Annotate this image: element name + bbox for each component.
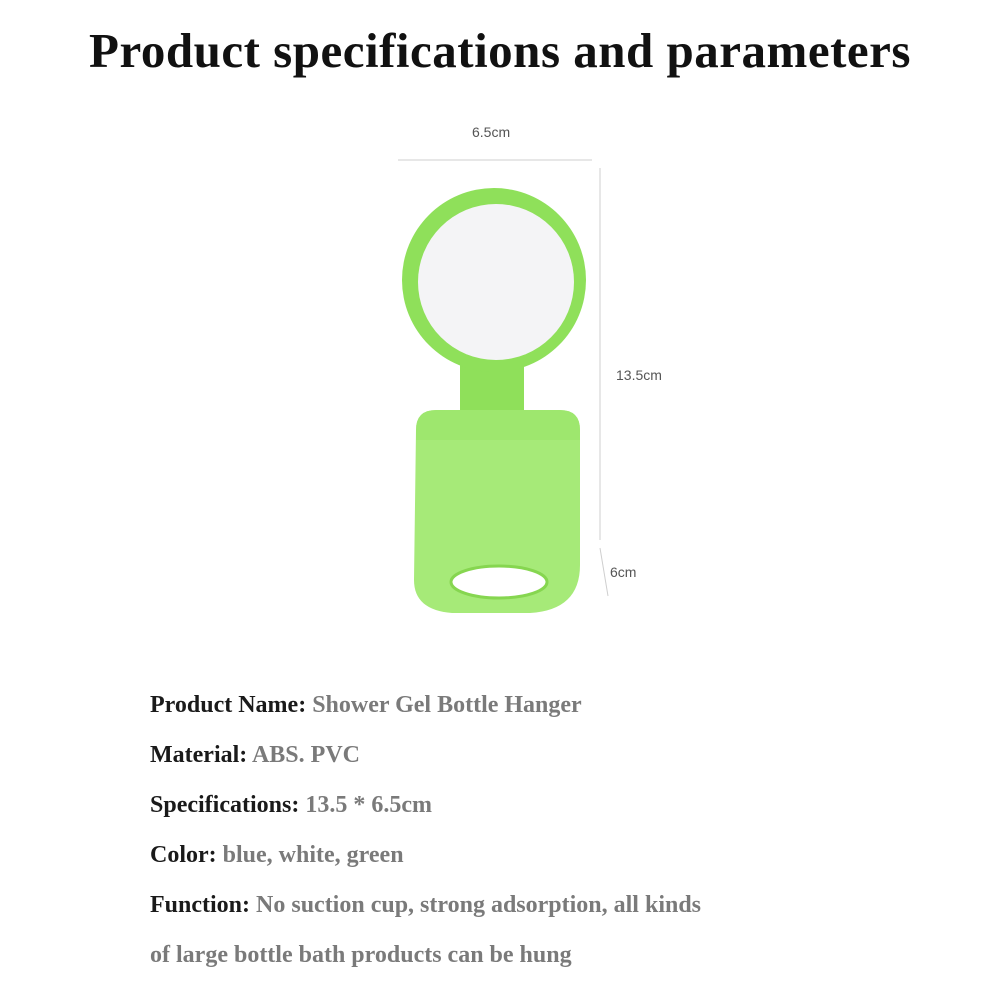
adhesive-pad xyxy=(418,204,574,360)
spec-label: Specifications: xyxy=(150,792,300,818)
product-figure xyxy=(380,110,680,630)
spec-value: 13.5 * 6.5cm xyxy=(305,792,432,818)
spec-row-specifications xyxy=(150,780,910,830)
spec-row-function xyxy=(150,880,910,930)
spec-row-color xyxy=(150,830,910,880)
spec-value: blue, white, green xyxy=(222,842,404,868)
spec-value: of large bottle bath products can be hung xyxy=(150,942,572,968)
depth-label: 6cm xyxy=(610,564,637,580)
spec-label: Material: xyxy=(150,742,248,768)
spec-list xyxy=(150,680,910,980)
spec-row-function-continued xyxy=(150,930,910,980)
height-label: 13.5cm xyxy=(616,367,662,383)
spec-label: Product Name: xyxy=(150,692,307,718)
spec-label: Function: xyxy=(150,892,251,918)
spec-value: ABS. PVC xyxy=(251,742,360,768)
spec-value: No suction cup, strong adsorption, all kinds xyxy=(256,892,702,918)
depth-dimension-line xyxy=(600,548,608,596)
page-title: Product specifications and parameters xyxy=(89,23,911,78)
width-label: 6.5cm xyxy=(472,124,511,140)
spec-value: Shower Gel Bottle Hanger xyxy=(312,692,582,718)
spec-label: Color: xyxy=(150,842,217,868)
spec-row-name xyxy=(150,680,910,730)
spec-row-material xyxy=(150,730,910,780)
